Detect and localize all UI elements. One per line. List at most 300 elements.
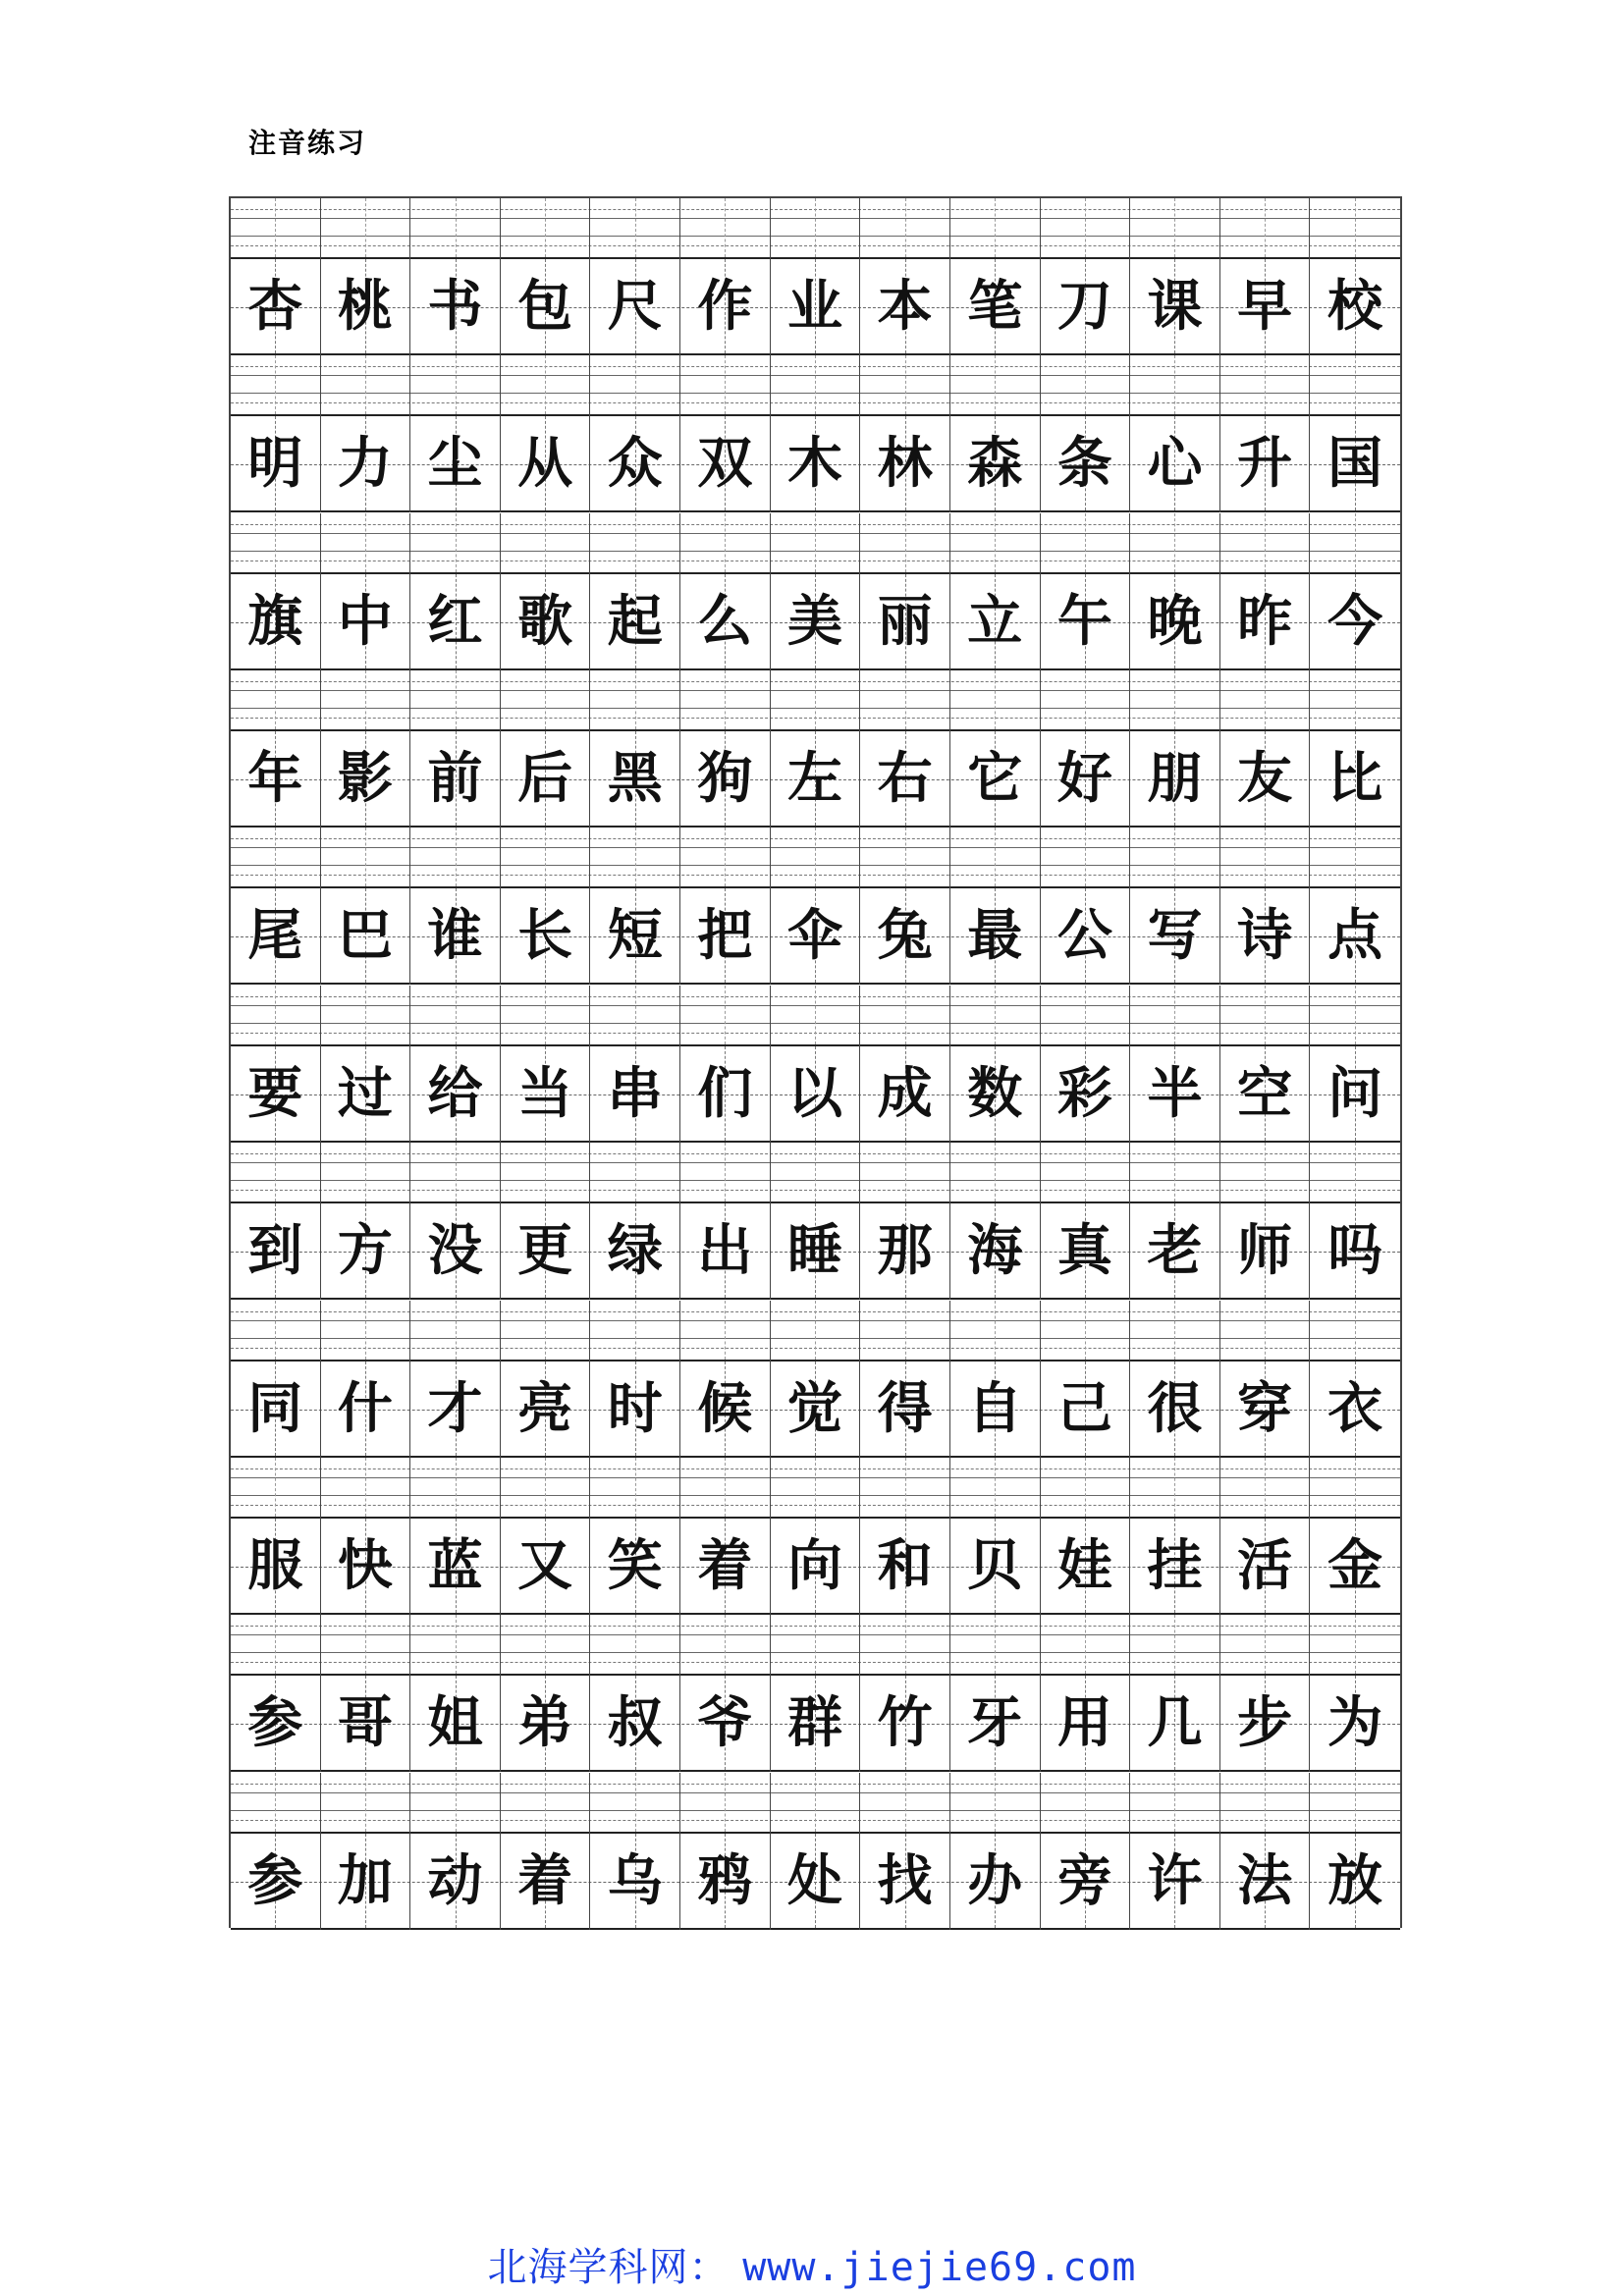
grid-cell [1310,198,1400,355]
grid-cell [590,513,680,670]
grid-cell [771,1773,861,1930]
grid-cell [1041,198,1131,355]
hanzi-character: 今 [1327,588,1383,654]
hanzi-character: 右 [877,746,933,812]
hanzi-character: 又 [517,1532,573,1598]
grid-cell [950,670,1041,828]
hanzi-character: 午 [1056,588,1112,654]
grid-cell [1041,1773,1131,1930]
hanzi-character: 笑 [607,1532,663,1598]
hanzi-character: 公 [1056,903,1112,969]
grid-row [231,670,1400,828]
grid-cell [501,1615,591,1772]
grid-cell [950,1615,1041,1772]
grid-cell [860,1615,950,1772]
grid-cell [231,513,321,670]
hanzi-character: 诗 [1237,903,1293,969]
grid-cell [1041,670,1131,828]
hanzi-character: 和 [877,1532,933,1598]
grid-cell [950,1301,1041,1458]
hanzi-character: 爷 [697,1690,753,1756]
hanzi-character: 找 [877,1847,933,1913]
hanzi-character: 乌 [607,1847,663,1913]
grid-cell [321,1458,411,1615]
hanzi-character: 着 [517,1847,573,1913]
grid-cell [231,1615,321,1772]
hanzi-character: 木 [786,431,842,497]
grid-cell [1310,1773,1400,1930]
grid-cell [950,828,1041,985]
grid-cell [1220,1301,1311,1458]
hanzi-character: 空 [1237,1060,1293,1126]
hanzi-character: 海 [967,1218,1023,1284]
grid-cell [860,828,950,985]
hanzi-character: 业 [786,274,842,339]
grid-cell [860,670,950,828]
grid-row [231,986,1400,1143]
grid-cell [1220,1458,1311,1615]
grid-cell [1130,670,1220,828]
hanzi-character: 串 [607,1060,663,1126]
hanzi-character: 尾 [247,903,303,969]
hanzi-character: 影 [337,746,393,812]
hanzi-character: 升 [1237,431,1293,497]
grid-cell [1041,1301,1131,1458]
grid-row [231,1143,1400,1300]
grid-cell [1310,828,1400,985]
footer-site-name: 北海学科网： [487,2245,730,2290]
hanzi-character: 问 [1327,1060,1383,1126]
grid-cell [410,986,501,1143]
grid-cell [501,1458,591,1615]
hanzi-character: 许 [1147,1847,1203,1913]
grid-cell [410,1615,501,1772]
grid-cell [321,828,411,985]
grid-cell [1310,670,1400,828]
hanzi-character: 杏 [247,274,303,339]
grid-cell [501,513,591,670]
grid-cell [321,355,411,512]
hanzi-character: 旗 [247,588,303,654]
hanzi-character: 娃 [1056,1532,1112,1598]
grid-cell [860,513,950,670]
grid-cell [231,828,321,985]
grid-cell [590,1301,680,1458]
hanzi-character: 给 [427,1060,483,1126]
hanzi-character: 众 [607,431,663,497]
grid-cell [680,198,771,355]
hanzi-character: 兔 [877,903,933,969]
grid-cell [1310,355,1400,512]
grid-cell [231,986,321,1143]
grid-cell [680,1615,771,1772]
grid-cell [231,1143,321,1300]
hanzi-character: 年 [247,746,303,812]
hanzi-character: 前 [427,746,483,812]
grid-cell [860,1773,950,1930]
hanzi-character: 弟 [517,1690,573,1756]
grid-cell [410,828,501,985]
hanzi-character: 最 [967,903,1023,969]
grid-cell [410,355,501,512]
hanzi-character: 更 [517,1218,573,1284]
hanzi-character: 动 [427,1847,483,1913]
grid-row [231,1458,1400,1615]
grid-cell [1041,355,1131,512]
hanzi-character: 立 [967,588,1023,654]
footer-url[interactable]: www.jiejie69.com [742,2245,1137,2290]
grid-cell [860,1301,950,1458]
grid-cell [231,1458,321,1615]
grid-cell [860,355,950,512]
hanzi-character: 用 [1056,1690,1112,1756]
hanzi-character: 老 [1147,1218,1203,1284]
grid-cell [771,670,861,828]
hanzi-character: 要 [247,1060,303,1126]
grid-cell [680,513,771,670]
hanzi-character: 包 [517,274,573,339]
grid-cell [680,670,771,828]
hanzi-character: 金 [1327,1532,1383,1598]
hanzi-character: 书 [427,274,483,339]
grid-cell [680,355,771,512]
hanzi-character: 当 [517,1060,573,1126]
grid-cell [1041,986,1131,1143]
grid-cell [771,828,861,985]
grid-cell [1130,986,1220,1143]
hanzi-character: 本 [877,274,933,339]
hanzi-character: 真 [1056,1218,1112,1284]
hanzi-character: 美 [786,588,842,654]
hanzi-character: 己 [1056,1375,1112,1441]
hanzi-character: 挂 [1147,1532,1203,1598]
grid-cell [1310,1143,1400,1300]
hanzi-character: 步 [1237,1690,1293,1756]
hanzi-character: 们 [697,1060,753,1126]
grid-cell [501,828,591,985]
grid-cell [950,513,1041,670]
hanzi-character: 森 [967,431,1023,497]
hanzi-character: 叔 [607,1690,663,1756]
grid-cell [950,1143,1041,1300]
hanzi-character: 红 [427,588,483,654]
grid-cell [410,1773,501,1930]
hanzi-character: 歌 [517,588,573,654]
grid-cell [1041,1143,1131,1300]
hanzi-character: 心 [1147,431,1203,497]
grid-row [231,828,1400,985]
grid-cell [590,828,680,985]
hanzi-character: 时 [607,1375,663,1441]
hanzi-character: 亮 [517,1375,573,1441]
hanzi-character: 刀 [1056,274,1112,339]
grid-cell [680,828,771,985]
hanzi-character: 衣 [1327,1375,1383,1441]
hanzi-character: 么 [697,588,753,654]
hanzi-character: 谁 [427,903,483,969]
grid-cell [680,1773,771,1930]
grid-cell [410,1458,501,1615]
hanzi-character: 写 [1147,903,1203,969]
hanzi-character: 穿 [1237,1375,1293,1441]
grid-cell [771,1143,861,1300]
grid-cell [321,1615,411,1772]
grid-cell [771,355,861,512]
grid-cell [950,1458,1041,1615]
grid-row [231,1773,1400,1930]
grid-cell [1130,1615,1220,1772]
hanzi-character: 伞 [786,903,842,969]
grid-cell [1220,828,1311,985]
hanzi-character: 课 [1147,274,1203,339]
grid-cell [501,355,591,512]
grid-cell [950,1773,1041,1930]
grid-row [231,1301,1400,1458]
grid-cell [1130,828,1220,985]
grid-cell [950,198,1041,355]
hanzi-character: 出 [697,1218,753,1284]
hanzi-character: 点 [1327,903,1383,969]
grid-cell [501,1143,591,1300]
hanzi-character: 方 [337,1218,393,1284]
hanzi-character: 办 [967,1847,1023,1913]
hanzi-character: 早 [1237,274,1293,339]
grid-cell [410,670,501,828]
grid-cell [860,986,950,1143]
grid-cell [771,1458,861,1615]
grid-cell [321,513,411,670]
grid-cell [1310,1615,1400,1772]
grid-row [231,513,1400,670]
hanzi-character: 服 [247,1532,303,1598]
hanzi-character: 半 [1147,1060,1203,1126]
grid-row [231,198,1400,355]
hanzi-character: 旁 [1056,1847,1112,1913]
grid-cell [1310,986,1400,1143]
hanzi-character: 起 [607,588,663,654]
hanzi-character: 它 [967,746,1023,812]
hanzi-character: 长 [517,903,573,969]
grid-cell [1220,1773,1311,1930]
practice-grid [229,196,1402,1928]
hanzi-character: 把 [697,903,753,969]
grid-cell [1220,198,1311,355]
hanzi-character: 睡 [786,1218,842,1284]
hanzi-character: 贝 [967,1532,1023,1598]
grid-cell [1220,670,1311,828]
hanzi-character: 笔 [967,274,1023,339]
grid-cell [771,1301,861,1458]
hanzi-character: 朋 [1147,746,1203,812]
grid-cell [1130,198,1220,355]
hanzi-character: 到 [247,1218,303,1284]
grid-cell [1130,1458,1220,1615]
hanzi-character: 放 [1327,1847,1383,1913]
hanzi-character: 黑 [607,746,663,812]
hanzi-character: 尘 [427,431,483,497]
hanzi-character: 中 [337,588,393,654]
hanzi-character: 尺 [607,274,663,339]
grid-cell [1041,828,1131,985]
hanzi-character: 得 [877,1375,933,1441]
hanzi-character: 后 [517,746,573,812]
grid-cell [321,670,411,828]
hanzi-character: 条 [1056,431,1112,497]
hanzi-character: 鸦 [697,1847,753,1913]
grid-cell [771,1615,861,1772]
grid-cell [1220,355,1311,512]
grid-cell [680,1143,771,1300]
grid-row [231,1615,1400,1772]
grid-cell [321,198,411,355]
hanzi-character: 师 [1237,1218,1293,1284]
grid-cell [950,355,1041,512]
hanzi-character: 双 [697,431,753,497]
grid-cell [1130,1143,1220,1300]
hanzi-character: 为 [1327,1690,1383,1756]
hanzi-character: 才 [427,1375,483,1441]
grid-cell [1041,1458,1131,1615]
hanzi-character: 左 [786,746,842,812]
hanzi-character: 成 [877,1060,933,1126]
hanzi-character: 很 [1147,1375,1203,1441]
hanzi-character: 国 [1327,431,1383,497]
grid-cell [1220,513,1311,670]
grid-cell [590,1143,680,1300]
hanzi-character: 姐 [427,1690,483,1756]
hanzi-character: 几 [1147,1690,1203,1756]
grid-cell [1220,986,1311,1143]
hanzi-character: 竹 [877,1690,933,1756]
hanzi-character: 着 [697,1532,753,1598]
grid-cell [1310,1301,1400,1458]
grid-cell [1310,1458,1400,1615]
grid-cell [1130,1773,1220,1930]
hanzi-character: 快 [337,1532,393,1598]
hanzi-character: 校 [1327,274,1383,339]
hanzi-character: 昨 [1237,588,1293,654]
grid-cell [590,1615,680,1772]
hanzi-character: 加 [337,1847,393,1913]
grid-cell [590,355,680,512]
grid-cell [860,198,950,355]
hanzi-character: 从 [517,431,573,497]
hanzi-character: 绿 [607,1218,663,1284]
hanzi-character: 活 [1237,1532,1293,1598]
hanzi-character: 候 [697,1375,753,1441]
grid-cell [771,198,861,355]
hanzi-character: 丽 [877,588,933,654]
grid-cell [1220,1615,1311,1772]
grid-cell [1130,513,1220,670]
grid-cell [410,198,501,355]
hanzi-character: 以 [786,1060,842,1126]
hanzi-character: 作 [697,274,753,339]
grid-cell [1310,513,1400,670]
footer [0,2236,1624,2292]
hanzi-character: 彩 [1056,1060,1112,1126]
hanzi-character: 没 [427,1218,483,1284]
grid-row [231,355,1400,512]
grid-cell [1130,1301,1220,1458]
grid-cell [1220,1143,1311,1300]
hanzi-character: 觉 [786,1375,842,1441]
page-title: 注音练习 [248,127,367,159]
hanzi-character: 比 [1327,746,1383,812]
grid-cell [1130,355,1220,512]
hanzi-character: 处 [786,1847,842,1913]
grid-cell [590,198,680,355]
grid-cell [501,670,591,828]
hanzi-character: 好 [1056,746,1112,812]
grid-cell [590,1773,680,1930]
hanzi-character: 林 [877,431,933,497]
hanzi-character: 向 [786,1532,842,1598]
grid-cell [321,1143,411,1300]
grid-cell [860,1143,950,1300]
grid-cell [860,1458,950,1615]
grid-cell [771,986,861,1143]
hanzi-character: 数 [967,1060,1023,1126]
grid-cell [680,986,771,1143]
hanzi-character: 过 [337,1060,393,1126]
hanzi-character: 桃 [337,274,393,339]
grid-cell [590,670,680,828]
grid-cell [321,1301,411,1458]
grid-cell [321,986,411,1143]
grid-cell [501,1773,591,1930]
grid-cell [410,1143,501,1300]
hanzi-character: 法 [1237,1847,1293,1913]
hanzi-character: 巴 [337,903,393,969]
grid-cell [231,670,321,828]
hanzi-character: 自 [967,1375,1023,1441]
grid-cell [771,513,861,670]
hanzi-character: 那 [877,1218,933,1284]
hanzi-character: 群 [786,1690,842,1756]
hanzi-character: 蓝 [427,1532,483,1598]
grid-cell [410,1301,501,1458]
hanzi-character: 明 [247,431,303,497]
hanzi-character: 晚 [1147,588,1203,654]
hanzi-character: 哥 [337,1690,393,1756]
hanzi-character: 什 [337,1375,393,1441]
hanzi-character: 同 [247,1375,303,1441]
hanzi-character: 牙 [967,1690,1023,1756]
grid-cell [680,1458,771,1615]
grid-cell [1041,1615,1131,1772]
grid-cell [680,1301,771,1458]
grid-cell [501,986,591,1143]
hanzi-character: 友 [1237,746,1293,812]
grid-cell [321,1773,411,1930]
grid-cell [590,986,680,1143]
hanzi-character: 参 [247,1690,303,1756]
grid-cell [231,198,321,355]
hanzi-character: 吗 [1327,1218,1383,1284]
grid-cell [501,1301,591,1458]
grid-cell [501,198,591,355]
grid-cell [231,1773,321,1930]
grid-cell [950,986,1041,1143]
grid-cell [590,1458,680,1615]
hanzi-character: 狗 [697,746,753,812]
grid-cell [410,513,501,670]
grid-cell [231,355,321,512]
hanzi-character: 力 [337,431,393,497]
grid-cell [1041,513,1131,670]
hanzi-character: 参 [247,1847,303,1913]
